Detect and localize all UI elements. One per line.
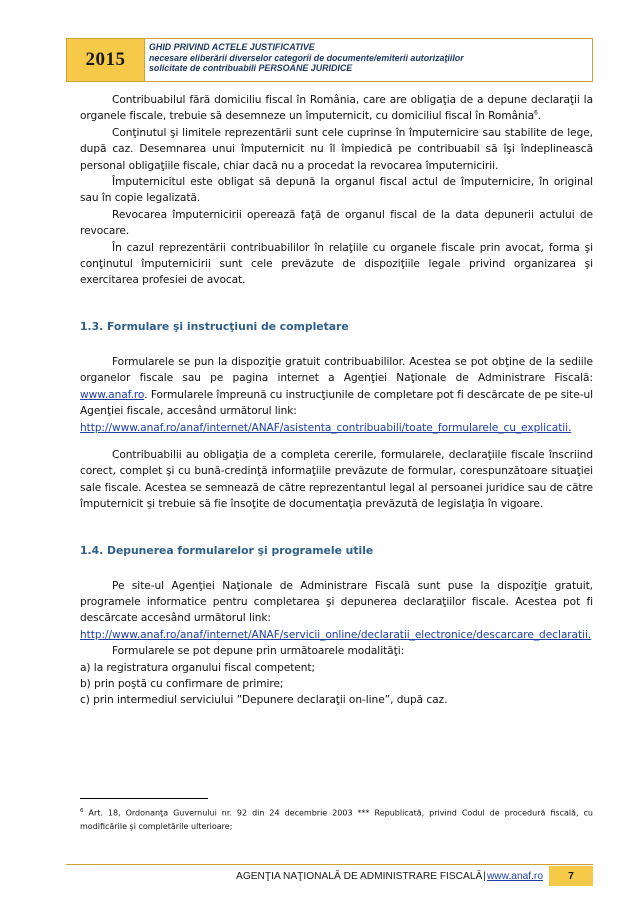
spacer [80,570,593,578]
footnote [80,805,593,833]
formulare-download-link[interactable]: http://www.anaf.ro/anaf/internet/ANAF/asistenta_contribuabili/toate_formularele_cu_explicatii. [80,421,572,434]
guide-title-line-3: solicitate de contribuabili PERSOANE JURIDICE [149,63,353,74]
intro-paragraph-1 [80,92,593,125]
section-1-3-paragraph-1-text: Formularele se pun la dispoziţie gratuit contribuabililor. Acestea se pot obţine de la sediile organelor fiscale sau pe pagina internet a Agenţiei Naţionale de Administrare Fiscală: [80,355,593,385]
section-1-3-paragraph-1-cont: . Formularele împreună cu instrucţiunile de completare pot fi descărcate de pe site-ul Agenţiei fiscale, accesând următorul link: [80,388,593,418]
section-1-4-paragraph-2: Formularele se pot depune prin următoarele modalităţi: [112,645,405,658]
page-footer [66,866,593,886]
footnote-text: Art. 18, Ordonanţa Guvernului nr. 92 din 24 decembrie 2003 *** Republicată, privind Codul de procedură fiscală, cu modificările şi completările ulterioare; [80,808,593,831]
footnote-reference[interactable]: 6 [534,109,538,117]
programs-url-line [80,627,593,643]
list-item-a: a) la registratura organului fiscal competent; [80,661,316,674]
formulare-url-line [80,420,593,436]
footnote-divider [80,798,208,799]
intro-paragraph-1-end: . [537,110,542,123]
page-number: 7 [549,866,593,886]
spacer [80,436,593,447]
footer-divider [66,864,593,865]
section-1-4-paragraph-1: Pe site-ul Agenţiei Naţionale de Administrare Fiscală sunt puse la dispoziţie gratuit, programele informatice pentru completarea şi depunerea declaraţiilor fiscale. Acestea pot fi descărcate accesând următorul link: [80,579,593,625]
anaf-website-link[interactable]: www.anaf.ro [80,388,145,401]
year-badge: 2015 [67,39,145,81]
intro-paragraph-2: Conţinutul şi limitele reprezentării sunt cele cuprinse în împuternicire sau stabilite de lege, după caz. Desemnarea unui împuternicit nu îl împiedică pe contribuabil să îşi îndeplinească personal obligaţiile fiscale, chiar dacă nu a procedat la revocarea împuternicirii. [80,126,593,172]
guide-title-line-2: necesare eliberării diverselor categorii de documente/emiterii autorizaţiilor [149,52,464,63]
page-body [80,92,593,709]
intro-paragraph-1-text: Contribuabilul fără domiciliu fiscal în România, care are obligaţia de a depune declaraţii la organele fiscale, trebuie să desemneze un împuternicit, cu domiciliul fiscal în România [80,94,593,123]
guide-title [145,39,592,81]
spacer [80,346,593,354]
section-heading-1-4: 1.4. Depunerea formularelor şi programele utile [80,543,374,557]
spacer [80,559,593,570]
intro-paragraph-4: Revocarea împuternicirii operează faţă de organul fiscal de la data depunerii actului de revocare. [80,208,593,238]
spacer [80,289,593,319]
document-header [66,38,593,82]
footer-agency-name: AGENŢIA NAŢIONALĂ DE ADMINISTRARE FISCALĂ [236,870,483,882]
spacer [80,335,593,346]
list-item-b: b) prin poştă cu confirmare de primire; [80,677,284,690]
section-1-3-paragraph-2: Contribuabilii au obligaţia de a completa cererile, formularele, declaraţiile fiscale înscriind corect, complet şi cu bună-credinţă informaţiile prevăzute de formular, corespunzătoare situaţiei sale fiscale. Acestea se semnează de către reprezentantul legal al persoanei juridice sau de către împuternicit şi trebuie să fie însoţite de documentaţia prevăzută de legislaţia în vigoare. [80,448,593,511]
guide-title-line-1: GHID PRIVIND ACTELE JUSTIFICATIVE [149,42,315,52]
footnote-number: 6 [80,808,84,814]
footer-separator: | [483,870,486,882]
list-item-c: c) prin intermediul serviciului ”Depunere declaraţii on-line”, după caz. [80,694,448,707]
declaratii-download-link[interactable]: http://www.anaf.ro/anaf/internet/ANAF/servicii_online/declaratii_electronice/descarcare_declaratii. [80,628,592,641]
intro-paragraph-3: Împuternicitul este obligat să depună la organul fiscal actul de împuternicire, în original sau în copie legalizată. [80,176,593,205]
spacer [80,513,593,543]
footer-website-link[interactable]: www.anaf.ro [486,870,543,882]
intro-paragraph-5: În cazul reprezentării contribuabililor în relaţiile cu organele fiscale prin avocat, forma şi conţinutul împuternicirii sunt cele prevăzute de dispoziţiile legale privind organizarea şi exercitarea profesiei de avocat. [80,241,593,287]
section-1-3-paragraph-1 [80,354,593,420]
section-heading-1-3: 1.3. Formulare şi instrucţiuni de completare [80,319,349,333]
